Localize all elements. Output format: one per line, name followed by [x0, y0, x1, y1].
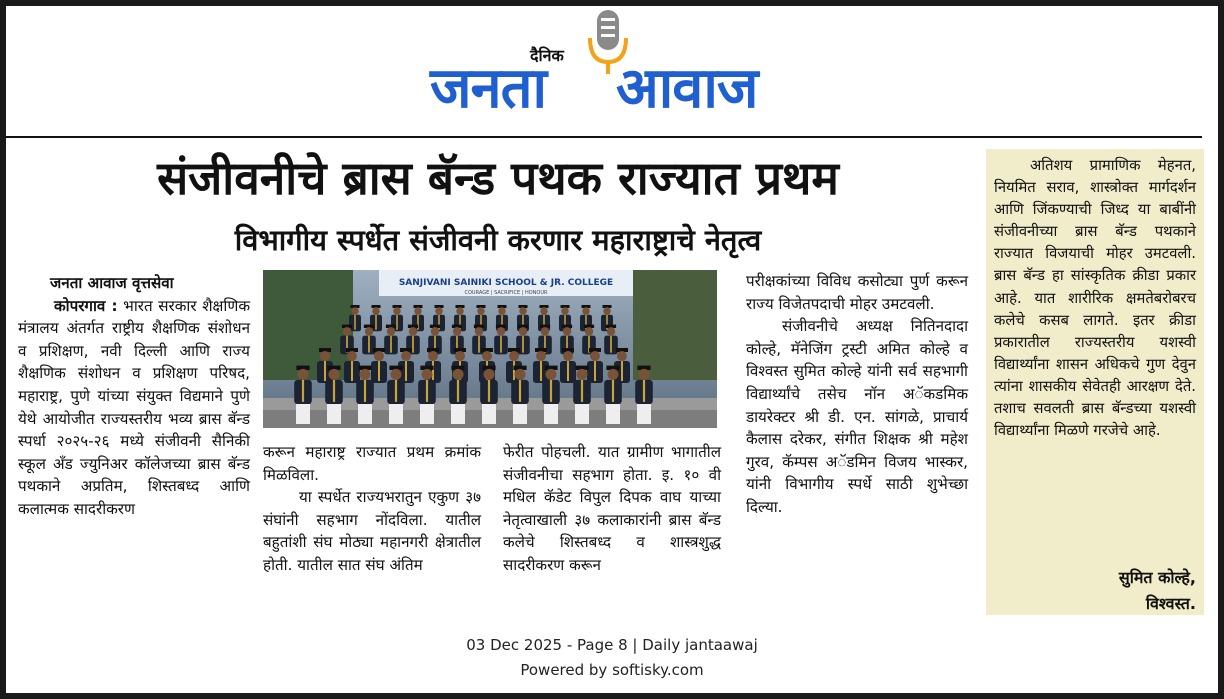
article-column-2	[263, 441, 481, 577]
article-column-1	[18, 272, 250, 521]
quote-sidebox	[986, 149, 1204, 615]
paragraph: करून महाराष्ट्र राज्यात प्रथम क्रमांक मिळविला.	[263, 443, 481, 484]
paragraph: फेरीत पोहचली. यात ग्रामीण भागातील संजीवनीचा सहभाग होता. इ. १० वी मधिल कॅडेट विपुल दिपक वाघ याच्या नेतृत्वाखाली ३७ कलाकारांनी ब्रास बॅन्ड कलेचे शिस्तबध्द व शास्त्रशुद्ध सादरीकरण करून	[503, 443, 721, 574]
band-member-trousers	[451, 404, 465, 424]
masthead-divider	[6, 136, 1202, 138]
sidebox-text-block	[994, 155, 1196, 442]
byline: जनता आवाज वृत्तसेवा	[50, 274, 174, 292]
page-footer-date: 03 Dec 2025 - Page 8 | Daily jantaawaj	[466, 636, 758, 654]
paragraph: या स्पर्धेत राज्यभरातुन एकुण ३७ संघांनी सहभाग नोंदविला. यातील बहुतांशी संघ मोठ्या महानगरी क्षेत्रातील होती. यातील सात संघ अंतिम	[263, 488, 481, 574]
paragraph-text: भारत सरकार शैक्षणिक मंत्रालय अंतर्गत राष्ट्रीय शैक्षणिक संशोधन व प्रशिक्षण, नवी दिल्ली आणि राज्य शैक्षणिक संशोधन व प्रशिक्षण परिषद, महाराष्ट्र, पुणे यांच्या संयुक्त विद्यमाने पुणे येथे आयोजीत राज्यस्तरीय भव्य ब्रास बॅन्ड स्पर्धा २०२५-२६ मध्ये संजीवनी सैनिकी स्कूल अँड ज्युनिअर कॉलेजच्या ब्रास बॅन्ड पथकाने अप्रतिम, शिस्तबध्द आणि कलात्मक सादरीकरण	[18, 296, 250, 518]
masthead-title-left: जनता	[430, 56, 547, 121]
sidebox-signature	[1119, 565, 1196, 617]
paragraph	[18, 295, 250, 521]
article-headline: संजीवनीचे ब्रास बॅन्ड पथक राज्यात प्रथम	[157, 151, 839, 205]
band-member-trousers	[296, 404, 310, 424]
newspaper-page	[6, 6, 1218, 693]
article-photo	[263, 270, 717, 428]
photo-banner-subtext: COURAGE | SACRIFICE | HONOUR	[464, 290, 548, 296]
band-member-trousers	[637, 404, 651, 424]
masthead-title-right: आवाज	[616, 56, 758, 121]
masthead-daily-label: दैनिक	[530, 46, 564, 65]
article-column-4	[746, 270, 968, 519]
band-member-trousers	[327, 404, 341, 424]
band-member-trousers	[482, 404, 496, 424]
paragraph: परीक्षकांच्या विविध कसोट्या पुर्ण करून राज्य विजेतपदाची मोहर उमटवली.	[746, 272, 968, 313]
article-column-3	[503, 441, 721, 577]
band-member-trousers	[513, 404, 527, 424]
band-member-trousers	[575, 404, 589, 424]
page-footer-powered-by: Powered by softisky.com	[520, 661, 704, 679]
signature-name: सुमित कोल्हे,	[1118, 568, 1196, 587]
band-member-trousers	[389, 404, 403, 424]
sidebox-paragraph: अतिशय प्रामाणिक मेहनत, नियमित सराव, शास्त्रोक्त मार्गदर्शन आणि जिंकण्याची जिध्द या बाबींनी संजीवनीच्या ब्रास बॅन्ड पथकाने राज्यात विजयाची मोहर उमटवली. ब्रास बॅन्ड हा सांस्कृतिक क्रीडा प्रकार आहे. यात शारीरिक क्षमतेबरोबरच कलेचे कसब लागते. इतर क्रीडा प्रकारातील राज्यस्तरीय यशस्वी विद्यार्थ्यांना शासन अधिकचे गुण देवुन त्यांना शासकीय सेवेतही आरक्षण देते. तशाच सवलती ब्रास बॅन्डच्या यशस्वी विद्यार्थ्यांना मिळणे गरजेचे आहे.	[994, 157, 1196, 440]
article-subheadline: विभागीय स्पर्धेत संजीवनी करणार महाराष्ट्राचे नेतृत्व	[234, 223, 762, 257]
paragraph: संजीवनीचे अध्यक्ष नितिनदादा कोल्हे, मॅनेजिंग ट्रस्टी अमित कोल्हे व विश्वस्त सुमित कोल्हे यांनी सर्व सहभागी विद्यार्थ्यांचे तसेच नॉन अॅकडमिक डायरेक्टर श्री डी. एन. सांगळे, प्राचार्य कैलास दरेकर, संगीत शिक्षक श्री महेश गुरव, कॅम्पस अॅडमिन विजय भास्कर, यांनी विभागीय स्पर्धे साठी शुभेच्छा दिल्या.	[746, 317, 968, 516]
signature-role: विश्वस्त.	[1145, 594, 1196, 613]
band-member-trousers	[420, 404, 434, 424]
band-member-trousers	[606, 404, 620, 424]
photo-banner-text: SANJIVANI SAINIKI SCHOOL & JR. COLLEGE	[398, 278, 614, 288]
dateline: कोपरगाव :	[54, 296, 118, 315]
band-member-trousers	[544, 404, 558, 424]
masthead	[6, 6, 1218, 136]
band-member-trousers	[358, 404, 372, 424]
